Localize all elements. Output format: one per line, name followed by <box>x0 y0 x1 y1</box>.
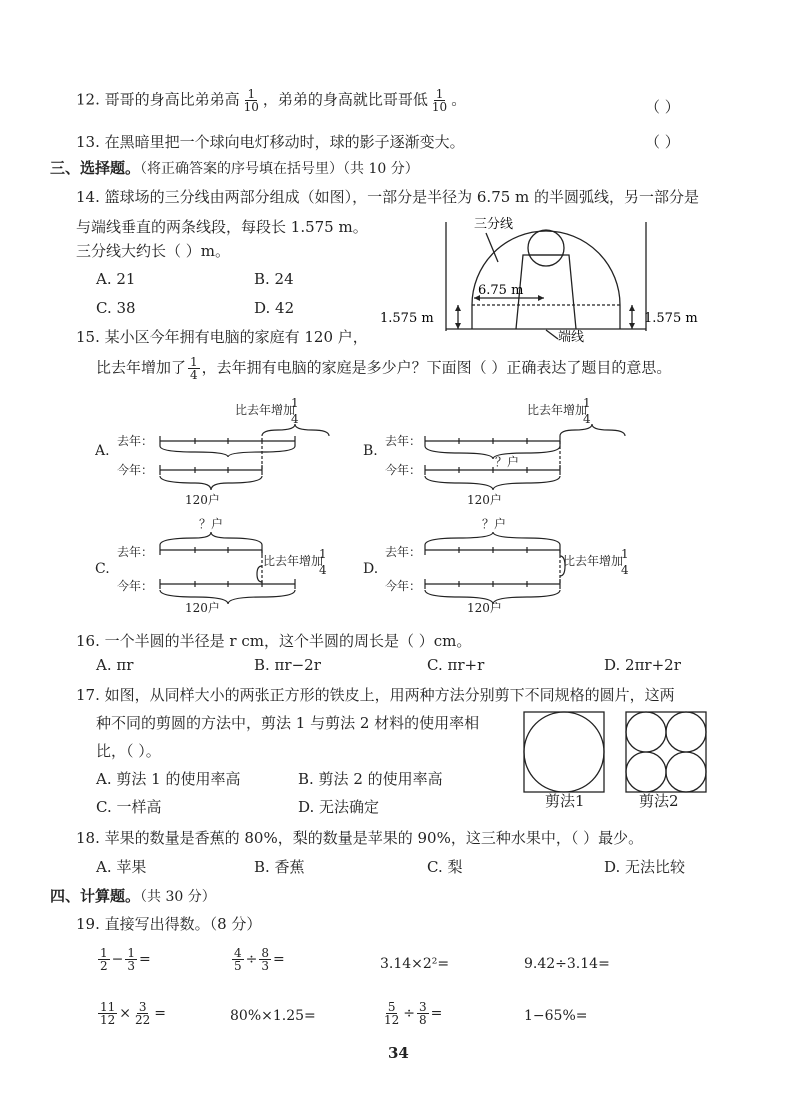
fraction: $\frac{1}{10}$ <box>431 87 448 114</box>
question-17-line3: 比，（ ）。 <box>96 742 161 760</box>
option-a-label: A. <box>95 443 110 459</box>
svg-text:比去年增加: 比去年增加 <box>527 403 588 417</box>
svg-text:？户: ？户 <box>495 455 520 469</box>
svg-text:今年：: 今年： <box>117 579 154 593</box>
question-17-line2: 种不同的剪圆的方法中，剪法 1 与剪法 2 材料的使用率相 <box>96 714 480 732</box>
svg-text:1: 1 <box>319 547 327 561</box>
option-c[interactable]: C. 一样高 <box>96 798 162 816</box>
question-14-line1: 14. 篮球场的三分线由两部分组成（如图），一部分是半径为 6.75 m 的半圆弧线，另一部分是 <box>76 188 700 206</box>
option-c[interactable]: C. 梨 <box>427 858 463 876</box>
label-end-line: 端线 <box>558 330 585 343</box>
question-17-line1: 17. 如图，从同样大小的两张正方形的铁皮上，用两种方法分别剪下不同规格的圆片，这两 <box>76 686 675 704</box>
option-b[interactable]: B. πr−2r <box>254 656 321 674</box>
question-12: 12. 哥哥的身高比弟弟高 $\frac{1}{10}$ ，弟弟的身高就比哥哥低 $\frac{1}{10}$ 。 <box>76 87 467 114</box>
question-16: 16. 一个半圆的半径是 r cm，这个半圆的周长是（ ）cm。 <box>76 632 472 650</box>
frac-den: 4 <box>291 412 299 426</box>
question-15-line2: 比去年增加了 $\frac{1}{4}$ ，去年拥有电脑的家庭是多少户？下面图（ ）正确表达了题目的意思。 <box>96 355 672 382</box>
label-three-point: 三分线 <box>474 217 514 232</box>
option-d[interactable]: D. 42 <box>254 299 295 317</box>
page-number: 34 <box>388 1044 409 1062</box>
answer-paren-12[interactable]: （ ） <box>645 98 680 116</box>
svg-text:今年：: 今年： <box>385 463 422 477</box>
frac-num: 1 <box>291 398 299 410</box>
svg-text:？户: ？户 <box>482 517 507 531</box>
label-this-year: 今年： <box>117 463 154 477</box>
option-c-label: C. <box>95 561 110 577</box>
caption-method-1: 剪法1 <box>545 792 585 810</box>
question-14-line3: 三分线大约长（ ）m。 <box>76 242 230 260</box>
option-a[interactable]: A. πr <box>96 656 134 674</box>
free-throw-circle <box>528 230 564 266</box>
option-c[interactable]: C. 38 <box>96 299 136 317</box>
calc-item: 3.14×2²= <box>380 956 450 972</box>
option-d[interactable]: D. 2πr+2r <box>604 656 681 674</box>
option-b[interactable]: B. 24 <box>254 270 294 288</box>
calc-item: $\frac{4}{5}$ ÷ $\frac{8}{3}$ = <box>234 946 285 973</box>
svg-text:去年：: 去年： <box>385 545 422 559</box>
calc-item: 9.42÷3.14= <box>524 956 610 972</box>
option-d[interactable]: D. 无法比较 <box>604 858 686 876</box>
svg-text:去年：: 去年： <box>117 545 154 559</box>
label-total: 120户 <box>185 493 220 507</box>
svg-text:120户: 120户 <box>467 601 502 615</box>
svg-text:4: 4 <box>621 563 629 577</box>
calc-item: 80%×1.25= <box>230 1008 316 1024</box>
calc-item: 1−65%= <box>524 1008 588 1024</box>
section-4-header: 四、计算题。（共 30 分） <box>50 887 216 905</box>
option-a[interactable]: A. 剪法 1 的使用率高 <box>96 770 241 788</box>
section-3-header: 三、选择题。（将正确答案的序号填在括号里）（共 10 分） <box>50 159 419 177</box>
calc-item: $\frac{1}{2}$ − $\frac{1}{3}$ = <box>100 946 151 973</box>
basketball-court-figure <box>378 208 700 343</box>
svg-text:今年：: 今年： <box>385 579 422 593</box>
svg-text:？户: ？户 <box>199 517 224 531</box>
question-13: 13. 在黑暗里把一个球向电灯移动时，球的影子逐渐变大。 <box>76 133 465 151</box>
label-left-length: 1.575 m <box>380 311 434 326</box>
fraction: $\frac{1}{10}$ <box>243 87 259 114</box>
label-last-year: 去年： <box>117 434 154 448</box>
svg-text:去年：: 去年： <box>385 434 422 448</box>
question-14-line2: 与端线垂直的两条线段，每段长 1.575 m。 <box>76 218 368 236</box>
label-right-length: 1.575 m <box>644 311 698 326</box>
option-a[interactable]: A. 苹果 <box>96 858 147 876</box>
svg-text:1: 1 <box>621 547 629 561</box>
calc-item: $\frac{5}{12}$ ÷ $\frac{3}{8}$ = <box>384 1000 443 1027</box>
option-d[interactable]: D. 无法确定 <box>298 798 380 816</box>
question-18: 18. 苹果的数量是香蕉的 80%，梨的数量是苹果的 90%，这三种水果中，（ ）最少。 <box>76 829 644 847</box>
svg-text:1: 1 <box>583 398 591 410</box>
option-c[interactable]: C. πr+r <box>427 656 485 674</box>
option-d-label: D. <box>363 561 379 577</box>
svg-text:120户: 120户 <box>467 493 502 507</box>
svg-text:比去年增加: 比去年增加 <box>263 554 324 568</box>
square-2 <box>626 712 706 792</box>
option-b[interactable]: B. 剪法 2 的使用率高 <box>298 770 443 788</box>
question-19-title: 19. 直接写出得数。（8 分） <box>76 915 262 933</box>
option-a[interactable]: A. 21 <box>96 270 136 288</box>
calc-item: $\frac{11}{12}$ × $\frac{3}{22}$ = <box>100 1000 167 1027</box>
svg-text:120户: 120户 <box>185 601 220 615</box>
svg-text:4: 4 <box>583 412 591 426</box>
svg-text:比去年增加: 比去年增加 <box>563 554 624 568</box>
three-line-pointer <box>486 233 498 262</box>
svg-text:4: 4 <box>319 563 327 577</box>
big-circle <box>524 712 604 792</box>
label-radius: 6.75 m <box>478 283 524 298</box>
option-b-label: B. <box>363 443 378 459</box>
option-b[interactable]: B. 香蕉 <box>254 858 305 876</box>
caption-method-2: 剪法2 <box>639 792 679 810</box>
q15-diagrams <box>95 398 685 623</box>
answer-paren-13[interactable]: （ ） <box>645 133 680 151</box>
question-15-line1: 15. 某小区今年拥有电脑的家庭有 120 户， <box>76 328 368 346</box>
label-increase: 比去年增加 <box>235 403 296 417</box>
